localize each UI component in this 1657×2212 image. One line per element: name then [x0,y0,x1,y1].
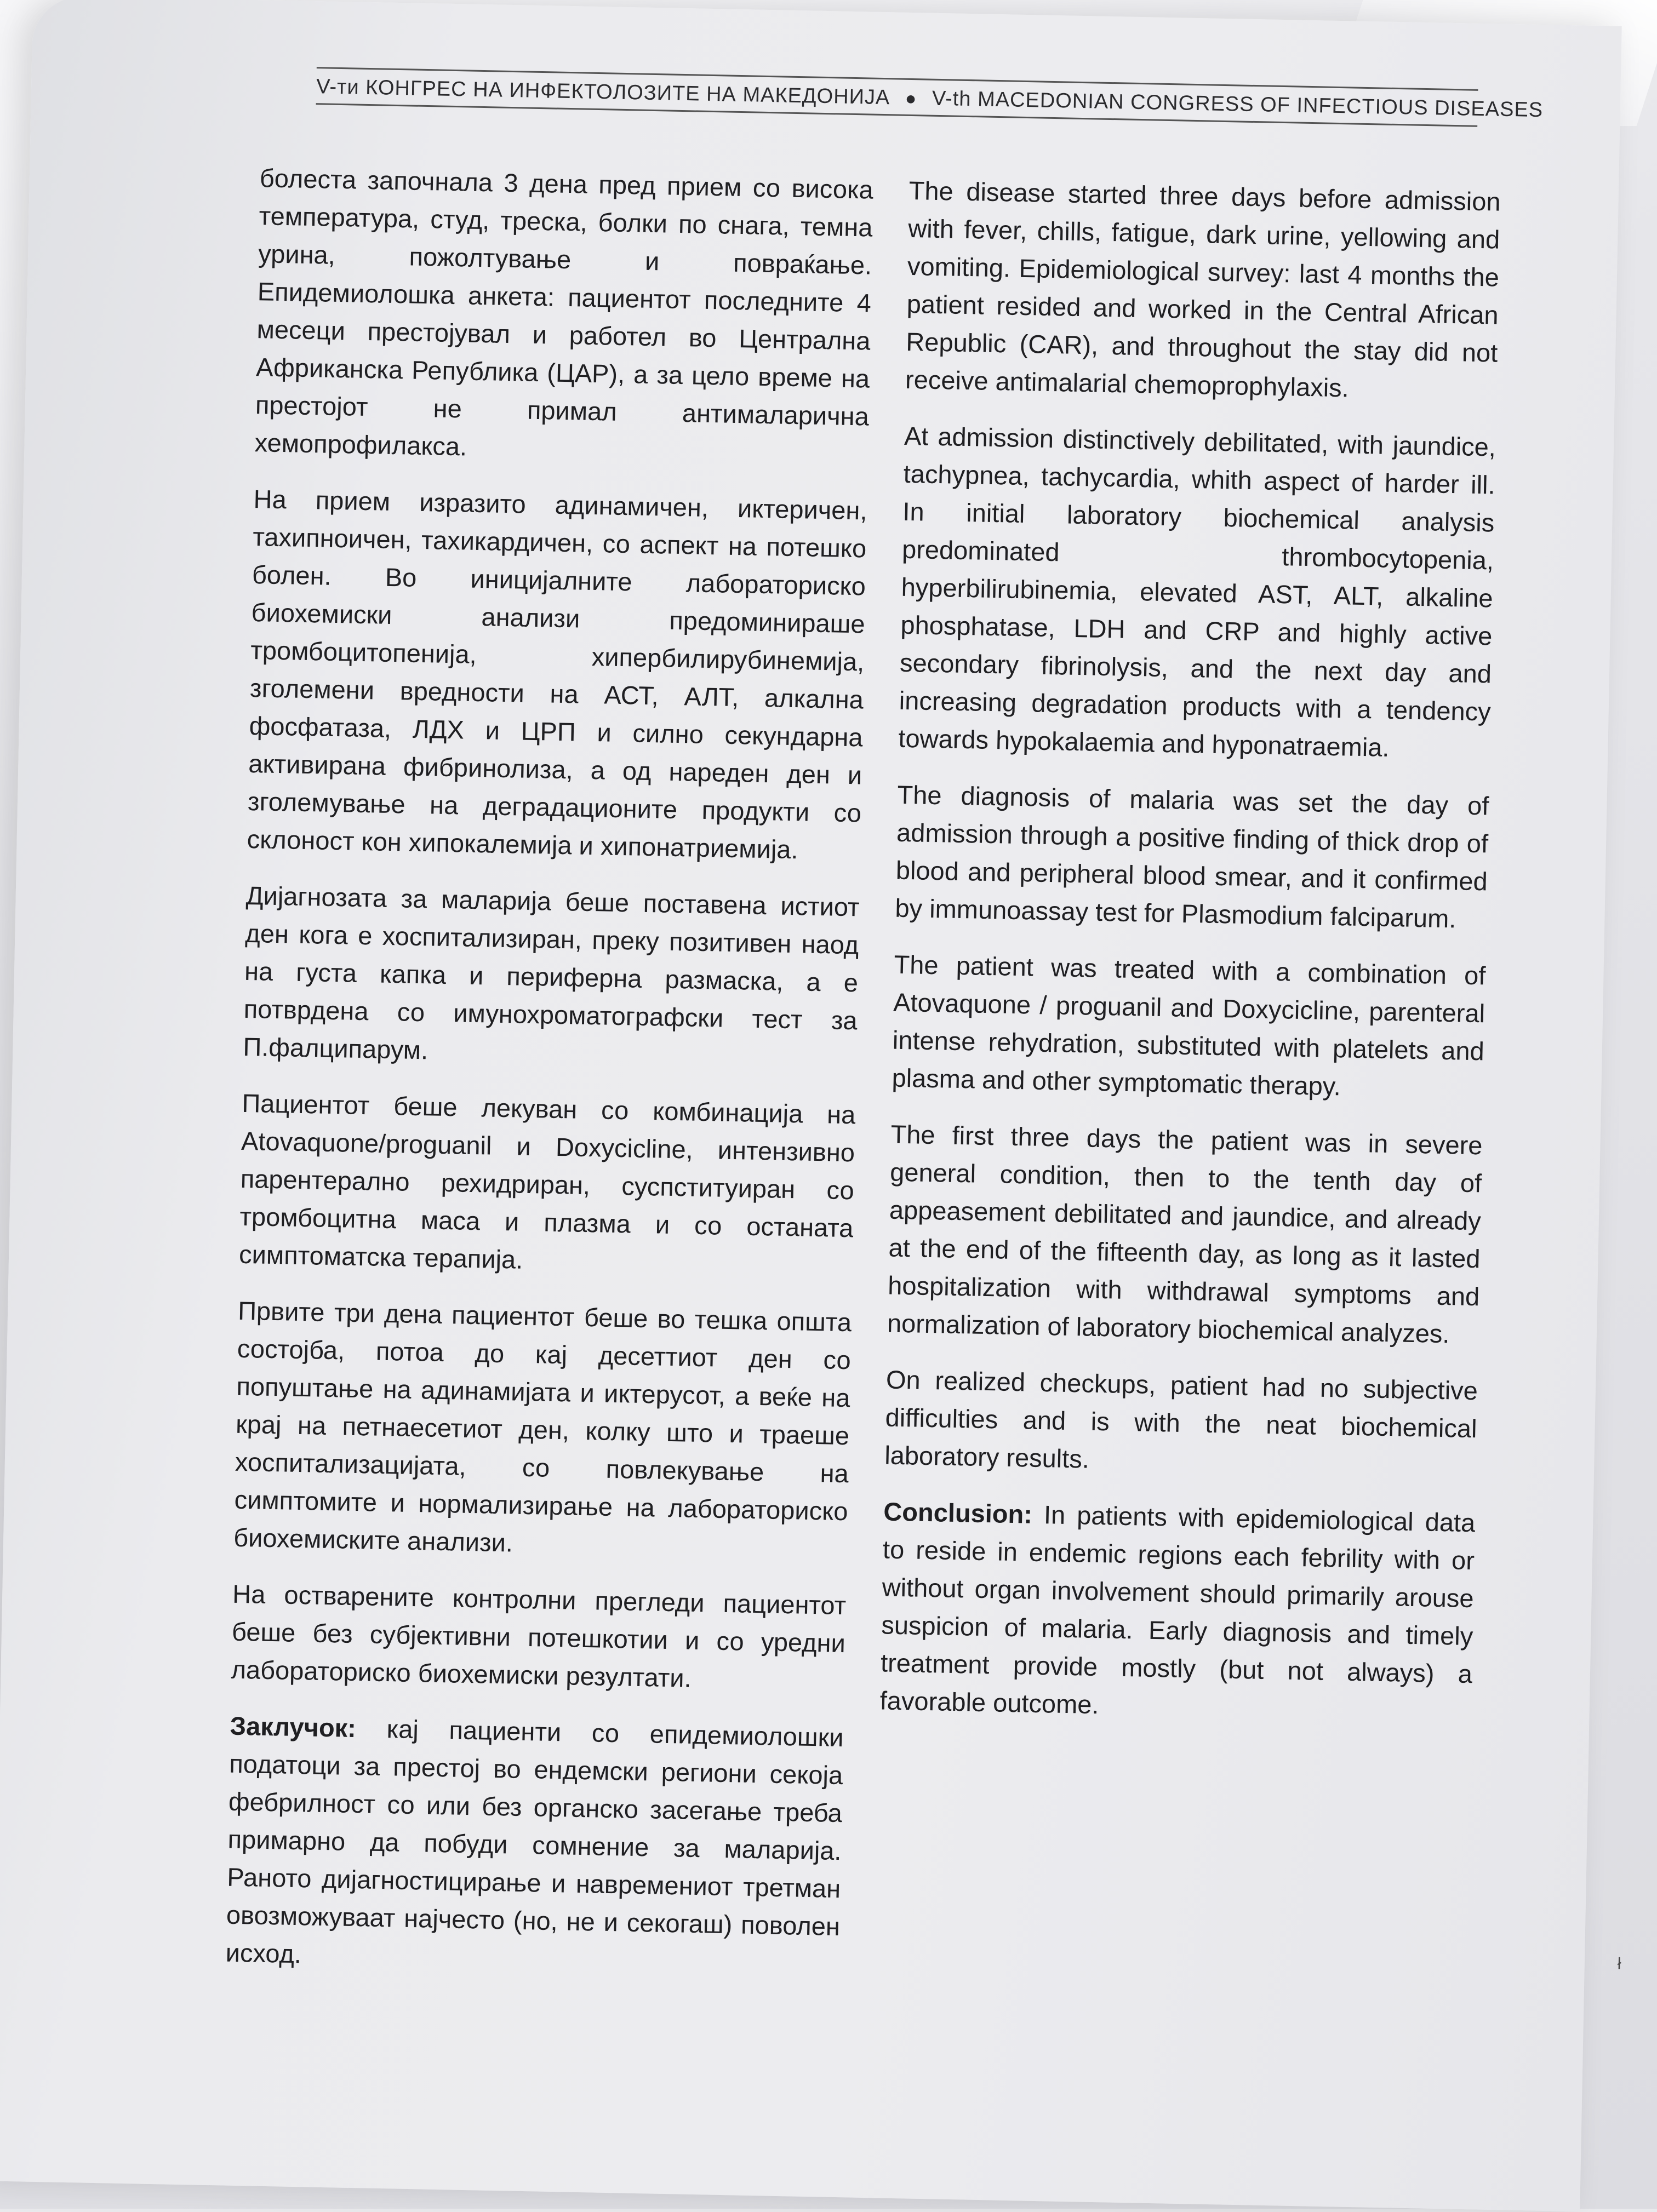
mk-conclusion-label: Заклучок: [230,1711,357,1743]
mk-paragraph-admission: На прием изразито адинамичен, иктеричен, тахипноичен, тахикардичен, со аспект на потешко болен. Во иницијалните лабораториско биохемиски анализи предоминираше тромбоцитопенија, хипербилирубинемија, зголемени вредности на АСТ, АЛТ, алкална фосфатаза, ЛДХ и ЦРП и силно секундарна активирана фибринолиза, а од нареден ден и зголемување на деградационите продукти со склоност кон хипокалемија и хипонатриемија. [247,484,868,864]
mk-conclusion-text: кај пациенти со епидемиолошки податоци за престој во ендемски региони секоја фебрилност со или без органско засегање треба примарно да побуди сомнение за маларија. Раното дијагностицирање и навремениот третман овозможуваат најчесто (но, не и секогаш) поволен исход. [225,1714,844,1969]
mk-paragraph-conclusion [225,1707,844,1983]
en-paragraph-checkups: On realized checkups, patient had no subjective difficulties and is with the neat biochemical laboratory results. [884,1365,1478,1474]
header-english: V-th MACEDONIAN CONGRESS OF INFECTIOUS DISEASES [932,87,1544,122]
english-column [879,171,1501,1749]
margin-mark: ł [1617,1955,1621,1973]
running-header [316,67,1544,127]
mk-paragraph-diagnosis: Дијагнозата за маларија беше поставена истиот ден кога е хоспитализиран, преку позитивен наод на густа капка и периферна размаска, а е потврдена со имунохроматографски тест за П.фалципарум. [243,880,860,1065]
mk-paragraph-treatment: Пациентот беше лекуван со комбинација на Atovaquone/proguanil и Doxycicline, интензивно парентерално рехидриран, суспституиран со тромбоцитна маса и плазма и со останата симптоматска терапија. [238,1088,856,1274]
en-paragraph-course: The first three days the patient was in severe general condition, then to the tenth day of appeasement debilitated and jaundice, and already at the end of the fifteenth day, as long as it lasted hospitalization with withdrawal symptoms and normalization of laboratory biochemical analyzes. [887,1119,1483,1349]
en-paragraph-conclusion [879,1492,1476,1730]
en-paragraph-history: The disease started three days before admission with fever, chills, fatigue, dark urine, yellowing and vomiting. Epidemiological survey: last 4 months the patient resided and worked in the Central African Republic (CAR), and throughout the stay did not receive antimalarial chemoprophylaxis. [905,175,1501,403]
header-macedonian: V-ти КОНГРЕС НА ИНФЕКТОЛОЗИТЕ НА МАКЕДОНИЈА [316,75,890,110]
en-conclusion-text: In patients with epidemiological data to reside in endemic regions each febrility with or without organ involvement should primarily arouse suspicion of malaria. Early diagnosis and timely treatment provide mostly (but not always) a favorable outcome. [879,1500,1476,1720]
en-paragraph-treatment: The patient was treated with a combination of Atovaquone / proguanil and Doxycicline, parenteral intense rehydration, substituted with platelets and plasma and other symptomatic therapy. [892,949,1486,1101]
en-paragraph-diagnosis: The diagnosis of malaria was set the day of admission through a positive finding of thick drop of blood and peripheral blood smear, and it confirmed by immunoassay test for Plasmodium falciparum. [895,780,1489,933]
header-separator: ● [905,88,917,110]
mk-paragraph-history: болеста започнала 3 дена пред прием со висока температура, студ, треска, болки по снага, темна урина, пожолтување и повраќање. Епидемиолошка анкета: пациентот последните 4 месеци престојувал и работел во Централна Африканска Република (ЦАР), а за цело време на престојот не примал антималарична хемопрофилакса. [254,163,874,461]
en-paragraph-admission: At admission distinctively debilitated, with jaundice, tachypnea, tachycardia, whith aspect of harder ill. In initial laboratory biochemical analysis predominated thrombocytopenia, hyperbilirubinemia, elevated AST, ALT, alkaline phosphatase, LDH and CRP and highly active secondary fibrinolysis, and the next day and increasing degradation products with a tendency towards hypokalaemia and hyponatraemia. [898,421,1496,762]
mk-paragraph-course: Првите три дена пациентот беше во тешка општа состојба, потоа до кај десеттиот ден со попуштање на адинамијата и иктерусот, а веќе на крај на петнаесетиот ден, колку што и траеше хоспитализацијата, со повлекување на симптомите и нормализирање на лабораториско биохемиските анализи. [233,1296,852,1557]
en-conclusion-label: Conclusion: [883,1497,1033,1529]
macedonian-column [225,159,873,2002]
mk-paragraph-checkups: На остварените контролни прегледи пациентот беше без субјективни потешкотии и со уредни лабораториско биохемиски резултати. [231,1579,847,1693]
